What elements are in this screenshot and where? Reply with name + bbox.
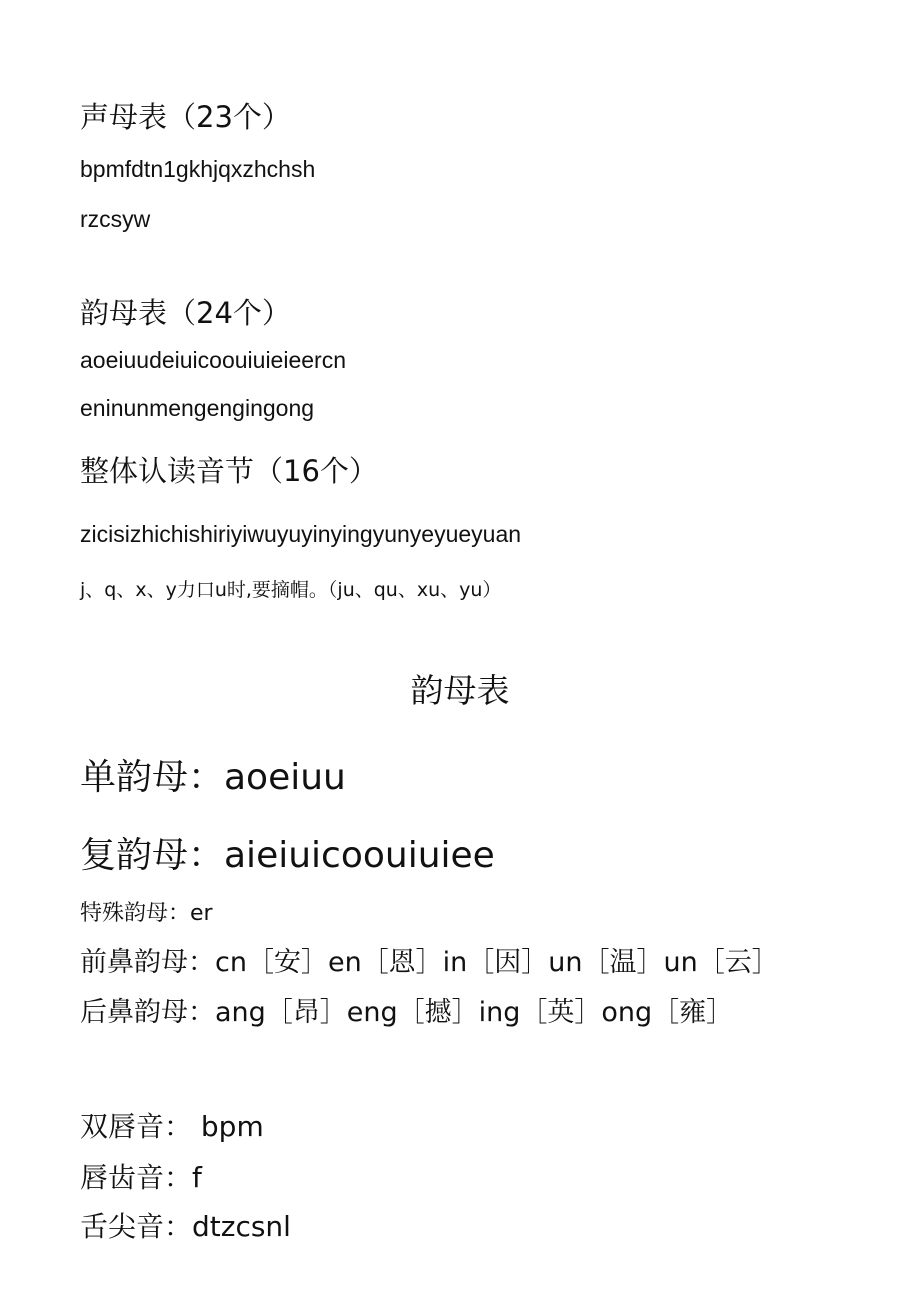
- compound-finals: 复韵母：aieiuicoouiuiee: [80, 835, 495, 876]
- single-finals: 单韵母：aoeiuu: [80, 757, 346, 798]
- finals-line-2: eninunmengengingong: [80, 395, 315, 421]
- front-nasal-finals: 前鼻韵母：cn［安］en［恩］in［因］un［温］un［云］: [80, 947, 779, 978]
- bilabial-sounds: 双唇音： bpm: [80, 1110, 264, 1143]
- apical-sounds: 舌尖音：dtzcsnl: [80, 1210, 291, 1243]
- special-final: 特殊韵母：er: [80, 901, 213, 926]
- back-nasal-finals: 后鼻韵母：ang［昂］eng［撼］ing［英］ong［雍］: [80, 997, 734, 1028]
- finals-heading: 韵母表（24个）: [80, 296, 291, 330]
- whole-syllables-line: zicisizhichishiriyiwuyuyinyingyunyeyueyuan: [80, 521, 522, 547]
- initials-heading: 声母表（23个）: [80, 100, 291, 134]
- whole-syllables-heading: 整体认读音节（16个）: [80, 454, 378, 488]
- labiodental-sounds: 唇齿音：f: [80, 1161, 202, 1194]
- capping-rule-note: j、q、x、y力口u时,要摘帽。（ju、qu、xu、yu）: [80, 579, 502, 601]
- finals-table-title: 韵母表: [410, 671, 510, 710]
- finals-line-1: aoeiuudeiuicoouiuieieercn: [80, 347, 346, 373]
- initials-line-1: bpmfdtn1gkhjqxzhchsh: [80, 156, 316, 182]
- initials-line-2: rzcsyw: [80, 206, 151, 232]
